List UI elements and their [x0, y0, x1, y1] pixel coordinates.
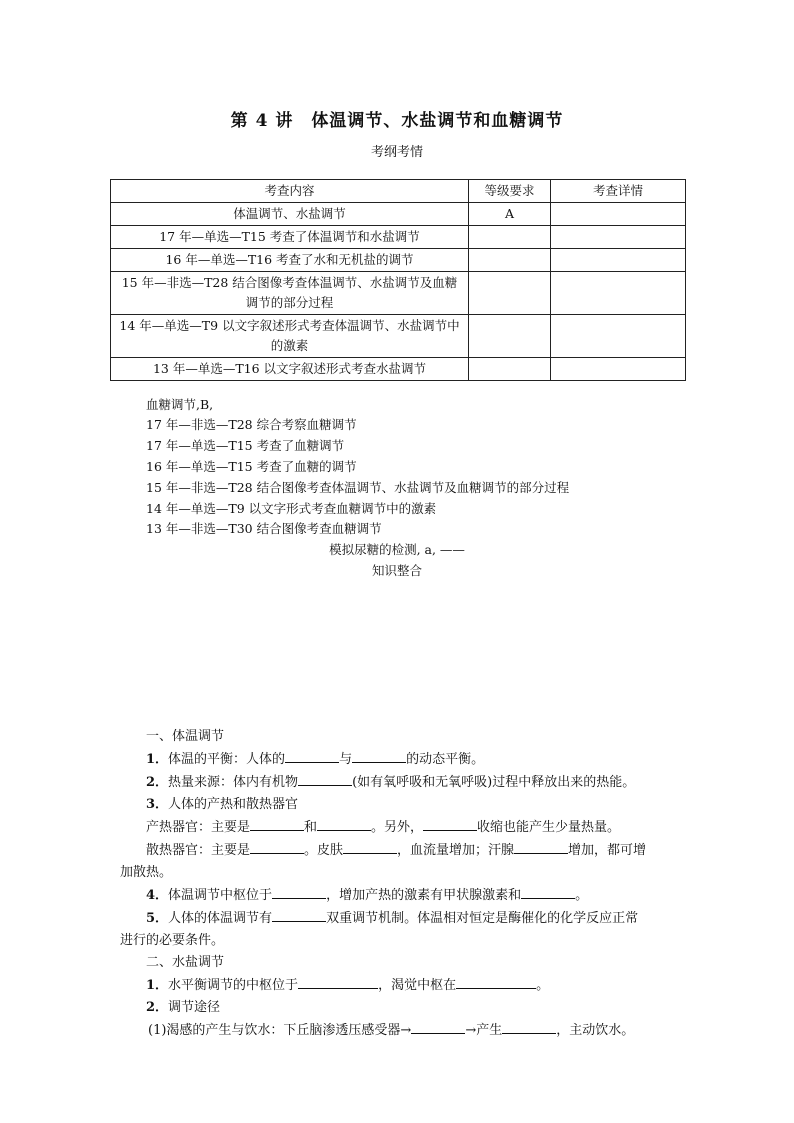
fill-blank[interactable] [411, 1019, 465, 1034]
header-detail: 考查详情 [551, 180, 686, 203]
center-line: 模拟尿糖的检测, a, —— [329, 542, 465, 557]
page-subtitle: 考纲考情 [370, 145, 423, 160]
question-item: 4．体温调节中枢位于 ，增加产热的激素有甲状腺激素和 。 [120, 884, 680, 907]
table-header-row [111, 180, 686, 203]
note-line: 血糖调节,B, [146, 397, 214, 412]
question-item: (1)渴感的产生与饮水：下丘脑渗透压感受器→ →产生 ，主动饮水。 [120, 1019, 680, 1042]
fill-blank[interactable] [298, 974, 378, 989]
table-row [111, 272, 686, 315]
note-line: 16 年—单选—T15 考查了血糖的调节 [146, 459, 357, 474]
cell-level [469, 249, 551, 272]
question-item: 1．体温的平衡：人体的 与 的动态平衡。 [120, 748, 680, 771]
fill-blank[interactable] [343, 839, 397, 854]
table-row [111, 226, 686, 249]
cell-level [469, 272, 551, 315]
cell-level [469, 315, 551, 358]
cell-level [469, 358, 551, 381]
header-level: 等级要求 [469, 180, 551, 203]
fill-blank[interactable] [250, 839, 304, 854]
note-line: 17 年—非选—T28 综合考察血糖调节 [146, 417, 357, 432]
fill-blank[interactable] [521, 884, 575, 899]
fill-blank[interactable] [285, 748, 339, 763]
note-line: 15 年—非选—T28 结合图像考查体温调节、水盐调节及血糖调节的部分过程 [146, 480, 570, 495]
cell-detail [551, 358, 686, 381]
fill-blank[interactable] [514, 839, 568, 854]
cell-detail [551, 226, 686, 249]
cell-detail [551, 249, 686, 272]
cell-level [469, 226, 551, 249]
note-line: 14 年—单选—T9 以文字形式考查血糖调节中的激素 [146, 501, 437, 516]
table-row [111, 249, 686, 272]
question-item: 散热器官：主要是 。皮肤 ，血流量增加；汗腺 增加，都可增 [120, 839, 680, 862]
section-thermoregulation [120, 726, 680, 1042]
cell-detail [551, 315, 686, 358]
cell-content: 13 年—单选—T16 以文字叙述形式考查水盐调节 [111, 358, 469, 381]
question-item: 2．调节途径 [146, 1000, 221, 1015]
cell-level: A [469, 203, 551, 226]
section-heading: 一、体温调节 [146, 729, 225, 744]
question-item: 2．热量来源：体内有机物 (如有氧呼吸和无氧呼吸)过程中释放出来的热能。 [120, 771, 680, 794]
fill-blank[interactable] [298, 771, 352, 786]
page-title: 第 4 讲 体温调节、水盐调节和血糖调节 [230, 111, 564, 131]
fill-blank[interactable] [272, 907, 326, 922]
question-item: 3．人体的产热和散热器官 [146, 797, 299, 812]
fill-blank[interactable] [456, 974, 536, 989]
cell-detail [551, 203, 686, 226]
fill-blank[interactable] [272, 884, 326, 899]
question-item: 1．水平衡调节的中枢位于 ，渴觉中枢在 。 [120, 974, 680, 997]
note-line: 13 年—非选—T30 结合图像考查血糖调节 [146, 521, 382, 536]
table-row [111, 315, 686, 358]
question-item: 5．人体的体温调节有 双重调节机制。体温相对恒定是酶催化的化学反应正常 [120, 907, 680, 930]
question-item: 加散热。 [120, 865, 173, 880]
section-heading: 二、水盐调节 [146, 955, 225, 970]
exam-outline-table [110, 179, 686, 381]
fill-blank[interactable] [423, 816, 477, 831]
fill-blank[interactable] [502, 1019, 556, 1034]
fill-blank[interactable] [352, 748, 406, 763]
question-item: 进行的必要条件。 [120, 933, 225, 948]
section-heading-knowledge: 知识整合 [371, 563, 422, 578]
cell-content: 17 年—单选—T15 考查了体温调节和水盐调节 [111, 226, 469, 249]
cell-content: 14 年—单选—T9 以文字叙述形式考查体温调节、水盐调节中的激素 [111, 315, 469, 358]
cell-content: 16 年—单选—T16 考查了水和无机盐的调节 [111, 249, 469, 272]
cell-content: 15 年—非选—T28 结合图像考查体温调节、水盐调节及血糖调节的部分过程 [111, 272, 469, 315]
table-row [111, 203, 686, 226]
cell-content: 体温调节、水盐调节 [111, 203, 469, 226]
cell-detail [551, 272, 686, 315]
fill-blank[interactable] [317, 816, 371, 831]
header-content: 考查内容 [111, 180, 469, 203]
fill-blank[interactable] [250, 816, 304, 831]
question-item: 产热器官：主要是 和 。另外， 收缩也能产生少量热量。 [120, 816, 680, 839]
table-row [111, 358, 686, 381]
note-line: 17 年—单选—T15 考查了血糖调节 [146, 438, 345, 453]
